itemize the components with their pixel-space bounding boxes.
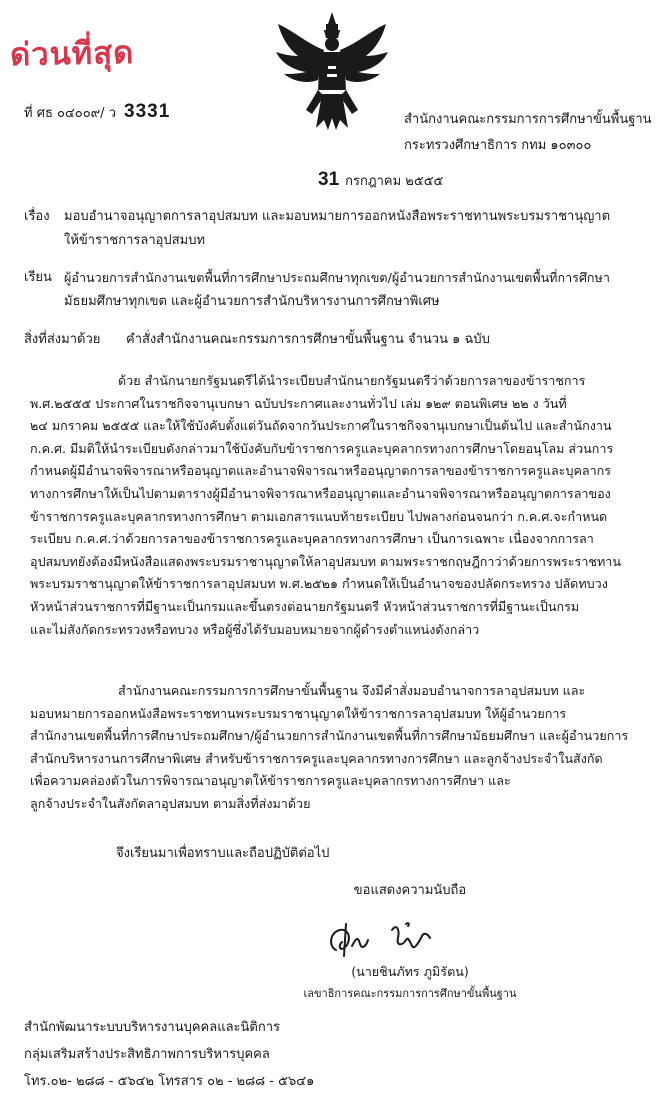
body-paragraph-1 (30, 370, 642, 641)
footer-contact: โทร.๐๒- ๒๘๘ - ๕๖๔๒ โทรสาร ๐๒ - ๒๘๘ - ๕๖๔๑ (24, 1074, 315, 1089)
footer-group: กลุ่มเสริมสร้างประสิทธิภาพการบริหารบุคคล (24, 1047, 270, 1062)
organization-address: กระทรวงศึกษาธิการ กทม ๑๐๓๐๐ (404, 138, 592, 153)
recipient-label: เรียน (24, 270, 52, 285)
paragraph-line: สำนักบริหารงานการศึกษาพิเศษ สำหรับข้าราชการครูและบุคลากรทางการศึกษา และลูกจ้างประจำในสังกัด (30, 750, 603, 766)
urgency-stamp: ด่วนที่สุด (9, 34, 135, 74)
paragraph-line: ระเบียบ ก.ค.ศ.ว่าด้วยการลาของข้าราชการครูและบุคลากรทางการศึกษา เป็นการเฉพาะ เนื่องจากการลา (30, 531, 594, 547)
paragraph-line: ข้าราชการครูและบุคลากรทางการศึกษา ตามเอกสารแนบท้ายระเบียบ ไปพลางก่อนจนกว่า ก.ค.ศ.จะกำหนด (30, 508, 608, 524)
paragraph-line: ทางการศึกษาให้เป็นไปตามตารางผู้มีอำนาจพิจารณาหรืออนุญาตและอำนาจพิจารณาหรืออนุญาตการลาของ (30, 485, 611, 501)
document-number (24, 102, 170, 124)
paragraph-line: พ.ศ.๒๕๕๕ ประกาศในราชกิจจานุเบกษา ฉบับประกาศและงานทั่วไป เล่ม ๑๒๙ ตอนพิเศษ ๒๒ ง วันที่ (30, 395, 567, 411)
paragraph-line: สำนักงานคณะกรรมการการศึกษาขั้นพื้นฐาน จึงมีคำสั่งมอบอำนาจการลาอุปสมบท และ (118, 683, 586, 698)
signer-title: เลขาธิการคณะกรรมการการศึกษาขั้นพื้นฐาน (303, 987, 517, 1000)
footer-office: สำนักพัฒนาระบบบริหารงานบุคคลและนิติการ (24, 1020, 281, 1035)
organization-name: สำนักงานคณะกรรมการการศึกษาขั้นพื้นฐาน (404, 112, 652, 127)
enclosure-label: สิ่งที่ส่งมาด้วย (24, 332, 101, 347)
garuda-emblem-icon (272, 8, 392, 132)
paragraph-line: สำนักงานเขตพื้นที่การศึกษาประถมศึกษา/ผู้อำนวยการสำนักงานเขตพื้นที่การศึกษามัธยมศึกษา และผู้อำนวยการ (30, 728, 629, 744)
subject-label: เรื่อง (24, 209, 50, 224)
paragraph-line: ๒๔ มกราคม ๒๕๕๕ และให้ใช้บังคับตั้งแต่วันถัดจากวันประกาศในราชกิจจานุเบกษาเป็นต้นไป และสำนักงาน (30, 418, 612, 434)
subject-line-1: มอบอำนาจอนุญาตการลาอุปสมบท และมอบหมายการออกหนังสือพระราชทานพระบรมราชานุญาต (64, 209, 611, 224)
paragraph-line: เพื่อความคล่องตัวในการพิจารณาอนุญาตให้ข้าราชการครูและบุคลากรทางการศึกษา และ (30, 773, 511, 789)
paragraph-line: อุปสมบทยังต้องมีหนังสือแสดงพระบรมราชานุญาตให้ลาอุปสมบท ตามพระราชกฤษฎีกาว่าด้วยการพระราชทาน (30, 553, 621, 569)
paragraph-line: หัวหน้าส่วนราชการที่มีฐานะเป็นกรมและขึ้นตรงต่อนายกรัฐมนตรี หัวหน้าส่วนราชการที่มีฐานะเป็นกรม (30, 598, 580, 614)
document-prefix: ที่ ศธ ๐๔๐๐๙/ ว (24, 106, 116, 121)
recipient-line-2: มัธยมศึกษาทุกเขต และผู้อำนวยการสำนักบริหารงานการศึกษาพิเศษ (64, 294, 440, 309)
paragraph-line: ก.ค.ศ. มีมติให้นำระเบียบดังกล่าวมาใช้บังคับกับข้าราชการครูและบุคลากรทางการศึกษาโดยอนุโลม ส่วนการ (30, 440, 614, 456)
subject-line-2: ให้ข้าราชการลาอุปสมบท (64, 233, 206, 248)
recipient-line-1: ผู้อำนวยการสำนักงานเขตพื้นที่การศึกษาประถมศึกษาทุกเขต/ผู้อำนวยการสำนักงานเขตพื้นที่การศึกษา (64, 270, 610, 285)
document-date (318, 170, 443, 192)
paragraph-line: มอบหมายการออกหนังสือพระราชทานพระบรมราชานุญาตให้ข้าราชการลาอุปสมบท ให้ผู้อำนวยการ (30, 705, 567, 721)
document-number-value: 3331 (124, 101, 171, 122)
handwritten-signature-icon (322, 916, 440, 962)
body-paragraph-2 (30, 680, 642, 816)
regards-line: ขอแสดงความนับถือ (353, 883, 467, 898)
signer-name: (นายชินภัทร ภูมิรัตน) (351, 964, 469, 979)
enclosure-text: คำสั่งสำนักงานคณะกรรมการการศึกษาขั้นพื้นฐาน จำนวน ๑ ฉบับ (126, 332, 490, 347)
paragraph-line: และไม่สังกัดกระทรวงหรือทบวง หรือผู้ซึ่งได้รับมอบหมายจากผู้ดำรงตำแหน่งดังกล่าว (30, 621, 480, 637)
paragraph-line: ด้วย สำนักนายกรัฐมนตรีได้นำระเบียบสำนักนายกรัฐมนตรีว่าด้วยการลาของข้าราชการ (118, 373, 586, 388)
closing-sentence: จึงเรียนมาเพื่อทราบและถือปฏิบัติต่อไป (116, 846, 330, 861)
paragraph-line: ลูกจ้างประจำในสังกัดลาอุปสมบท ตามสิ่งที่ส่งมาด้วย (30, 795, 311, 811)
paragraph-line: กำหนดผู้มีอำนาจพิจารณาหรืออนุญาตและอำนาจพิจารณาหรืออนุญาตการลาของข้าราชการครูและบุคลากร (30, 463, 612, 479)
date-month-year: กรกฎาคม ๒๕๕๕ (345, 174, 444, 189)
paragraph-line: พระบรมราชานุญาตให้ข้าราชการลาอุปสมบท พ.ศ.๒๕๒๑ กำหนดให้เป็นอำนาจของปลัดกระทรวง ปลัดทบวง (30, 576, 608, 592)
date-day: 31 (318, 169, 340, 190)
